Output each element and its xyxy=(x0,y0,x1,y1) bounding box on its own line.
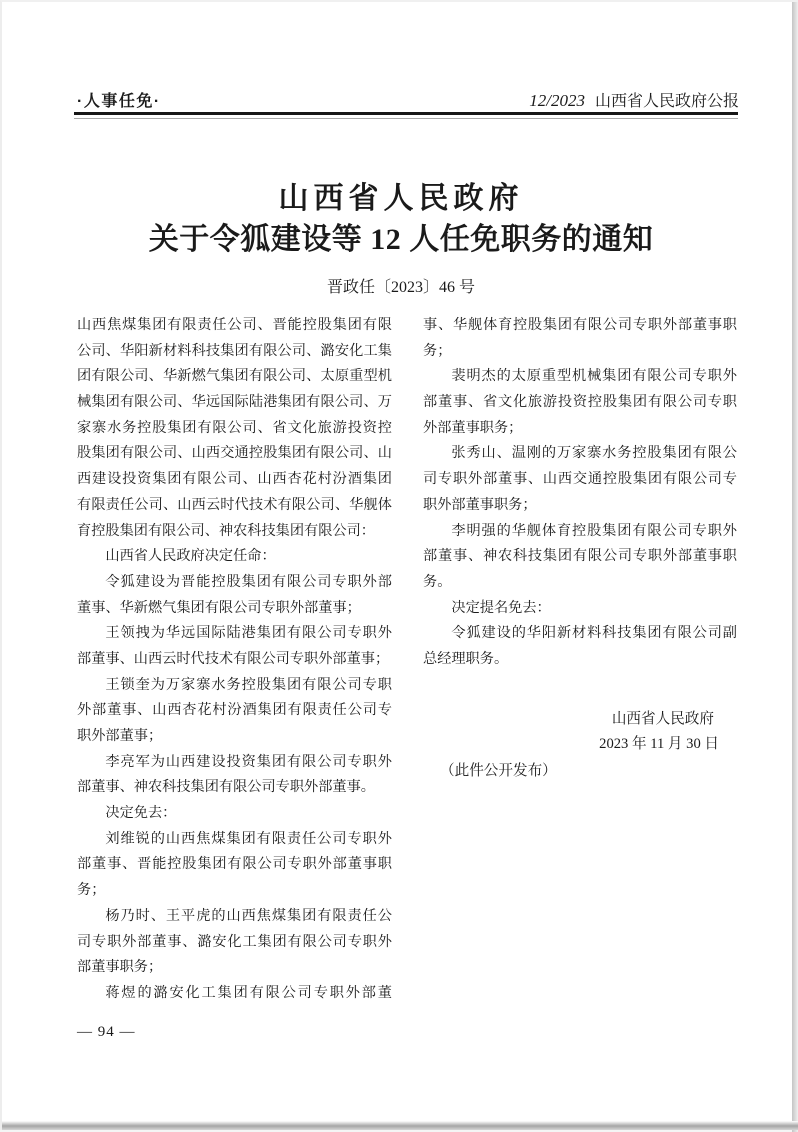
header-rule-thick xyxy=(74,112,738,115)
body-line: 山西省人民政府决定任命： xyxy=(105,548,276,565)
body-line: 部董事、神农科技集团有限公司专职外部董事职 xyxy=(423,548,737,565)
body-line: 司专职外部董事、山西交通控股集团有限公司专 xyxy=(423,471,737,488)
body-line: 有限责任公司、山西云时代技术有限公司、华舰体 xyxy=(77,496,392,513)
page-edge-right xyxy=(792,2,798,1132)
body-line: 西建设投资集团有限公司、山西杏花村汾酒集团 xyxy=(77,471,392,488)
body-line: 股集团有限公司、山西交通控股集团有限公司、山 xyxy=(77,445,392,462)
body-line: 山西焦煤集团有限责任公司、晋能控股集团有限 xyxy=(77,317,392,333)
body-line: 职外部董事职务； xyxy=(423,496,537,513)
body-line: 务； xyxy=(423,342,452,359)
body-line: 团有限公司、华新燃气集团有限公司、太原重型机 xyxy=(77,368,392,385)
running-head-section: ·人事任免· xyxy=(77,93,161,110)
body-line: 决定免去： xyxy=(105,805,177,822)
body-line: 职外部董事； xyxy=(77,728,163,744)
header-rule-thin xyxy=(74,118,738,119)
body-line: 决定提名免去： xyxy=(451,599,551,616)
body-line: 王锁奎为万家寨水务控股集团有限公司专职 xyxy=(105,676,392,693)
body-line: 务； xyxy=(77,882,106,899)
body-line: 司专职外部董事、潞安化工集团有限公司专职外 xyxy=(77,933,392,950)
running-head-issue: 12/2023 xyxy=(529,91,585,110)
document-number: 晋政任〔2023〕46 号 xyxy=(326,279,475,296)
body-line: 部董事、神农科技集团有限公司专职外部董事。 xyxy=(77,779,375,796)
body-line: 裴明杰的太原重型机械集团有限公司专职外 xyxy=(451,368,737,385)
document-title-org: 山西省人民政府 xyxy=(278,182,524,215)
running-head xyxy=(77,88,739,111)
body-line: 部董事、晋能控股集团有限公司专职外部董事职 xyxy=(77,856,392,873)
body-line: 李亮军为山西建设投资集团有限公司专职外 xyxy=(105,753,392,770)
body-column-left xyxy=(77,313,392,1007)
body-line: 部董事职务； xyxy=(77,959,163,976)
body-line: 外部董事职务； xyxy=(423,419,523,436)
signature-note: （此件公开发布） xyxy=(440,763,557,779)
body-line: 务。 xyxy=(423,573,452,590)
body-line: 外部董事、山西杏花村汾酒集团有限责任公司专 xyxy=(77,702,392,719)
page-number: — 94 — xyxy=(77,1024,136,1040)
body-line: 杨乃时、王平虎的山西焦煤集团有限责任公 xyxy=(105,907,392,924)
body-line: 董事、华新燃气集团有限公司专职外部董事； xyxy=(77,599,361,616)
body-line: 令狐建设为晋能控股集团有限公司专职外部 xyxy=(105,573,392,590)
body-line: 总经理职务。 xyxy=(423,650,509,667)
body-line: 蒋煜的潞安化工集团有限公司专职外部董 xyxy=(105,984,392,1001)
running-head-journal: 山西省人民政府公报 xyxy=(594,93,739,110)
body-line: 公司、华阳新材料科技集团有限公司、潞安化工集 xyxy=(77,342,392,359)
document-title-subject: 关于令狐建设等 12 人任免职务的通知 xyxy=(148,223,654,256)
body-line: 刘维锐的山西焦煤集团有限责任公司专职外 xyxy=(105,830,392,847)
body-line: 家寨水务控股集团有限公司、省文化旅游投资控 xyxy=(77,419,392,436)
signature-date: 2023 年 11 月 30 日 xyxy=(599,736,719,753)
body-line: 王领拽为华远国际陆港集团有限公司专职外 xyxy=(105,625,392,642)
body-line: 械集团有限公司、华远国际陆港集团有限公司、万 xyxy=(77,394,392,411)
body-column-right xyxy=(423,313,737,785)
page-edge-bottom xyxy=(2,1121,798,1130)
body-line: 事、华舰体育控股集团有限公司专职外部董事职 xyxy=(423,317,737,333)
body-line: 部董事、山西云时代技术有限公司专职外部董事； xyxy=(77,650,390,667)
body-line: 令狐建设的华阳新材料科技集团有限公司副 xyxy=(451,625,737,642)
body-line: 育控股集团有限公司、神农科技集团有限公司： xyxy=(77,522,375,539)
signature-org: 山西省人民政府 xyxy=(611,710,714,727)
body-line: 李明强的华舰体育控股集团有限公司专职外 xyxy=(451,522,737,539)
running-head-right xyxy=(529,88,739,111)
body-line: 部董事、省文化旅游投资控股集团有限公司专职 xyxy=(423,394,737,411)
body-line: 张秀山、温刚的万家寨水务控股集团有限公 xyxy=(451,445,737,462)
